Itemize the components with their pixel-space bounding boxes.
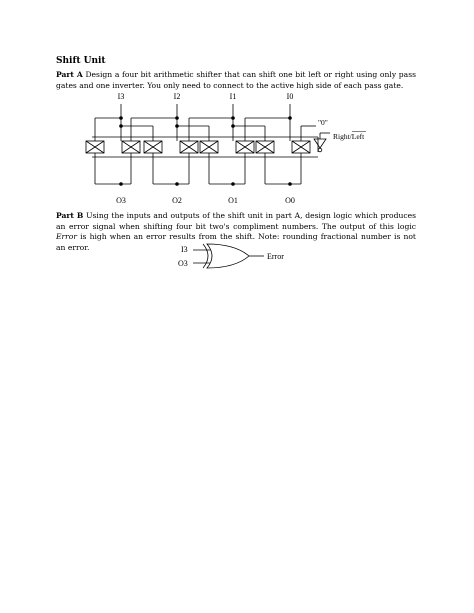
xor-input-label-i3: I3 — [181, 245, 188, 254]
input-label-i0: I0 — [286, 92, 294, 101]
input-label-i2: I2 — [173, 92, 181, 101]
zero-input-label: "0" — [318, 118, 328, 127]
part-a-text: Design a four bit arithmetic shifter that can shift one bit left or right using only pass gates and one inverter. You only need to connect to the active high side of each pass gate. — [56, 70, 416, 90]
input-label-i1: I1 — [229, 92, 237, 101]
part-b-text-after: is high when an error results from the shift. Note: rounding fractional number is not an error. — [56, 232, 416, 252]
xor-gate-body — [207, 244, 249, 268]
input-label-i3: I3 — [117, 92, 125, 101]
output-label-o3: O3 — [116, 196, 126, 205]
part-b-text-before: Using the inputs and outputs of the shift unit in part A, design logic which produces an error signal when shifting four bit two's compliment numbers. The output of this logic — [56, 211, 416, 231]
part-b-error-word: Error — [56, 232, 78, 241]
part-b-label: Part B — [56, 211, 84, 220]
output-label-o2: O2 — [172, 196, 182, 205]
section-title: Shift Unit — [56, 56, 106, 66]
output-label-o1: O1 — [228, 196, 238, 205]
output-label-o0: O0 — [285, 196, 295, 205]
xor-output-label-error: Error — [267, 252, 284, 261]
part-a-label: Part A — [56, 70, 83, 79]
control-label: Right/Left — [333, 132, 365, 141]
xor-extra-input-curve — [203, 244, 208, 268]
xor-input-label-o3: O3 — [178, 259, 188, 268]
